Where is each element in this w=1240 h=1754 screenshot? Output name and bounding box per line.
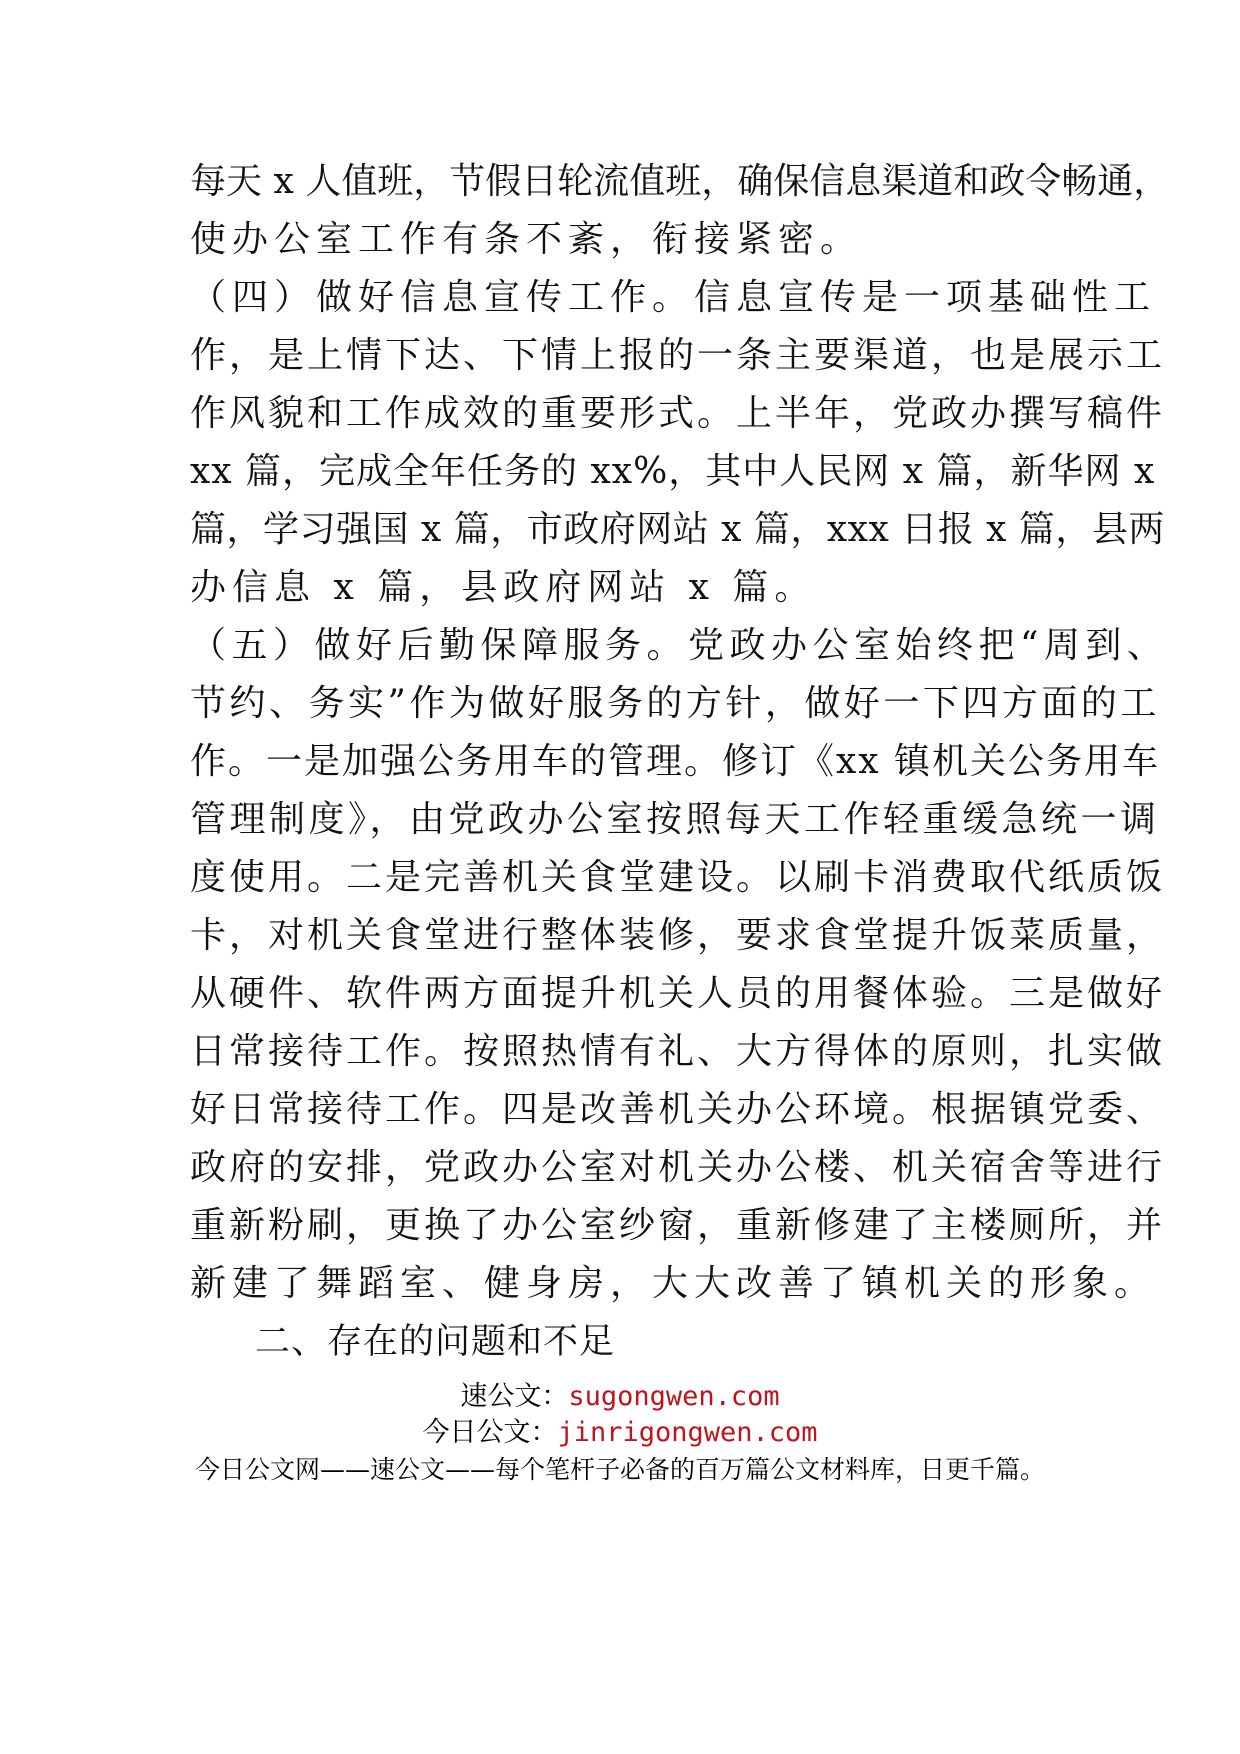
body-line: 日常接待工作。按照热情有礼、大方得体的原则，扎实做 (190, 1031, 1166, 1072)
body-line: 新建了舞蹈室、健身房，大大改善了镇机关的形象。 (190, 1263, 1157, 1304)
paragraph-heading-line: （四）做好信息宣传工作。信息宣传是一项基础性工 (190, 277, 1157, 318)
body-line: 节约、务实”作为做好服务的方针，做好一下四方面的工 (190, 683, 1160, 724)
footer-jinrigongwen (0, 1416, 1240, 1450)
body-line: 使办公室工作有条不紊，衔接紧密。 (190, 219, 863, 260)
body-line: 政府的安排，党政办公室对机关办公楼、机关宿舍等进行 (190, 1147, 1166, 1188)
section-heading: 二、存在的问题和不足 (255, 1322, 616, 1362)
footer-label: 速公文： (460, 1381, 569, 1412)
body-line: 管理制度》，由党政办公室按照每天工作轻重缓急统一调 (190, 799, 1160, 840)
footer-link-jinrigongwen[interactable]: jinrigongwen.com (557, 1417, 818, 1448)
footer-label: 今日公文： (422, 1417, 558, 1448)
body-line: 度使用。二是完善机关食堂建设。以刷卡消费取代纸质饭 (190, 857, 1166, 898)
body-line: 作。一是加强公务用车的管理。修订《xx 镇机关公务用车 (190, 741, 1161, 782)
body-line: 每天 x 人值班，节假日轮流值班，确保信息渠道和政令畅通， (190, 161, 1170, 202)
body-line: 重新粉刷，更换了办公室纱窗，重新修建了主楼厕所，并 (190, 1205, 1166, 1246)
body-line: 作风貌和工作成效的重要形式。上半年，党政办撰写稿件 (190, 393, 1166, 434)
footer-sugongwen (0, 1380, 1240, 1414)
footer-tagline: 今日公文网——速公文——每个笔杆子必备的百万篇公文材料库，日更千篇。 (194, 1455, 1045, 1484)
body-line: xx 篇，完成全年任务的 xx%，其中人民网 x 篇，新华网 x (190, 451, 1156, 492)
footer-link-sugongwen[interactable]: sugongwen.com (568, 1381, 780, 1412)
body-line: 作，是上情下达、下情上报的一条主要渠道，也是展示工 (190, 335, 1166, 376)
body-line: 从硬件、软件两方面提升机关人员的用餐体验。三是做好 (190, 973, 1166, 1014)
body-line: 办信息 x 篇，县政府网站 x 篇。 (190, 567, 817, 608)
body-line: 卡，对机关食堂进行整体装修，要求食堂提升饭菜质量， (190, 915, 1166, 956)
paragraph-heading-line: （五）做好后勤保障服务。党政办公室始终把“周到、 (190, 625, 1169, 666)
body-line: 篇，学习强国 x 篇，市政府网站 x 篇，xxx 日报 x 篇，县两 (190, 509, 1165, 550)
body-line: 好日常接待工作。四是改善机关办公环境。根据镇党委、 (190, 1089, 1166, 1130)
